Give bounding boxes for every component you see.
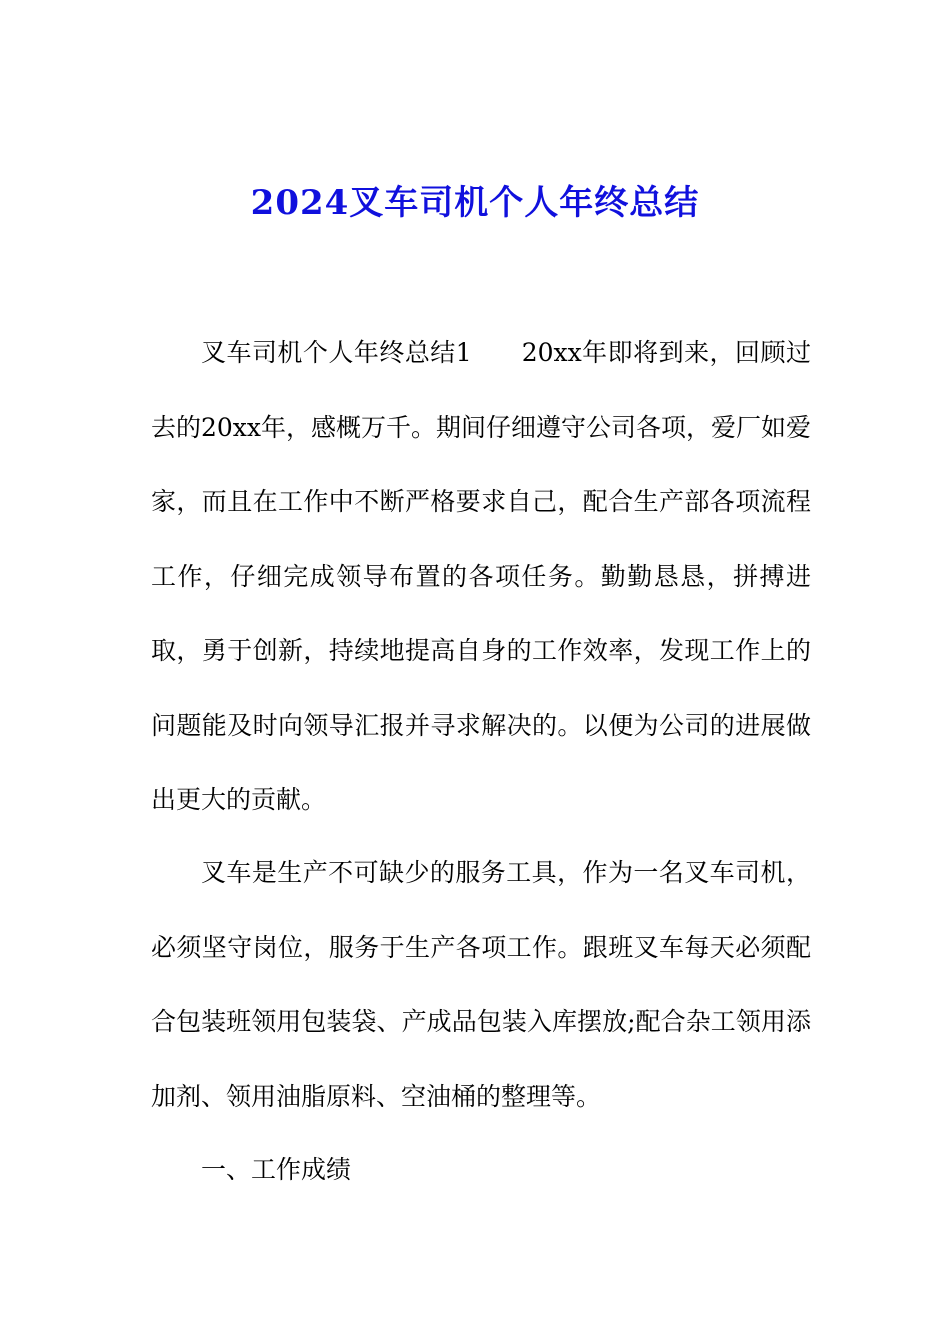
paragraph-2 <box>151 836 811 1134</box>
section-heading-text: 一、工作成绩 <box>201 1155 352 1184</box>
document-title: 2024叉车司机个人年终总结 <box>250 183 700 223</box>
paragraph-1-text: 20xx年即将到来，回顾过去的20xx年，感概万千。期间仔细遵守公司各项，爱厂如爱家，而且在工作中不断严格要求自己，配合生产部各项流程工作，仔细完成领导布置的各项任务。勤勤恳恳，拼搏进取，勇于创新，持续地提高自身的工作效率，发现工作上的问题能及时向领导汇报并寻求解决的。以便为公司的进展做出更大的贡献。 <box>151 338 812 814</box>
section-heading <box>151 1133 811 1208</box>
paragraph-1 <box>151 316 811 838</box>
paragraph-1-lead: 叉车司机个人年终总结1 <box>201 338 472 367</box>
paragraph-2-text: 叉车是生产不可缺少的服务工具，作为一名叉车司机，必须坚守岗位，服务于生产各项工作。跟班叉车每天必须配合包装班领用包装袋、产成品包装入库摆放;配合杂工领用添加剂、领用油脂原料、空油桶的整理等。 <box>151 858 811 1111</box>
